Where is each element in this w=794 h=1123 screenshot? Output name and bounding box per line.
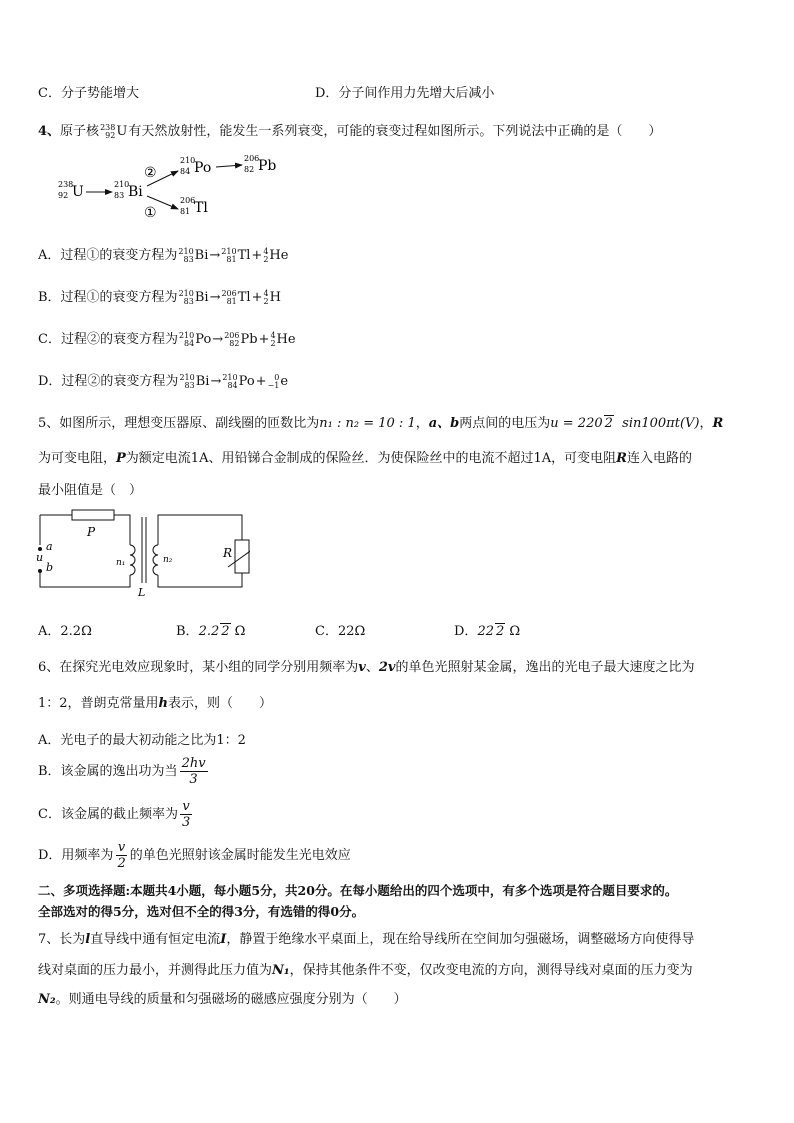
q4-option-d: D．过程②的衰变方程为 210 83 Bi → 210 84 Po + 0 −1 e bbox=[38, 372, 289, 390]
u-z: 92 bbox=[58, 191, 69, 200]
q6-option-b: B．该金属的逸出功为当 $\frac{2hv}{3}$ bbox=[38, 756, 206, 787]
pb-symbol: Pb bbox=[258, 158, 277, 174]
u-mass: 238 bbox=[58, 180, 74, 189]
q4-option-b: B．过程①的衰变方程为 210 83 Bi → 206 81 Tl + 4 2 H bbox=[38, 288, 281, 306]
po-mass: 210 bbox=[180, 156, 196, 165]
tl-mass: 206 bbox=[180, 196, 196, 205]
q6-stem-line-2: 1：2，普朗克常量用h表示，则（ ） bbox=[38, 696, 273, 711]
fuse-p bbox=[72, 510, 114, 520]
q7-stem-line-2: 线对桌面的压力最小，并测得此压力值为N₁，保持其他条件不变，仅改变电流的方向，测得导线对桌面的压力变为 bbox=[38, 963, 693, 978]
q5-option-a: A．2.2Ω bbox=[38, 624, 92, 639]
q6-option-a: A．光电子的最大初动能之比为1：2 bbox=[38, 733, 246, 748]
label-u: u bbox=[36, 551, 44, 564]
q3-option-d: D．分子间作用力先增大后减小 bbox=[315, 86, 495, 101]
q4-stem bbox=[38, 120, 661, 140]
section-2-heading-line-2: 全部选对的得5分，选对但不全的得3分，有选错的得0分。 bbox=[38, 904, 365, 919]
question-number: 4、 bbox=[38, 124, 61, 139]
label-r: R bbox=[223, 546, 233, 560]
q3-option-c: C．分子势能增大 bbox=[38, 86, 139, 101]
decay-diagram bbox=[50, 150, 290, 228]
label-n1: n₁ bbox=[116, 558, 126, 568]
u-symbol: U bbox=[72, 184, 84, 200]
q5-option-c: C．22Ω bbox=[315, 624, 366, 639]
terminal-b bbox=[38, 569, 42, 573]
po-z: 84 bbox=[180, 167, 191, 176]
q7-stem-line-1: 7、长为l直导线中通有恒定电流I，静置于绝缘水平桌面上，现在给导线所在空间加匀强磁场，调整磁场方向使得导 bbox=[38, 932, 695, 947]
section-2-heading: 二、多项选择题:本题共4小题，每小题5分，共20分。在每小题给出的四个选项中，有多个选项是符合题目要求的。 bbox=[38, 883, 678, 898]
tl-symbol: Tl bbox=[194, 200, 208, 216]
secondary-coil bbox=[153, 545, 158, 575]
path-2-label: ② bbox=[144, 165, 157, 181]
q7-stem-line-3: N₂。则通电导线的质量和匀强磁场的磁感应强度分别为（ ） bbox=[38, 992, 407, 1007]
label-p: P bbox=[87, 525, 96, 539]
q4-stem-text-a: 原子核 bbox=[60, 124, 100, 139]
label-l: L bbox=[138, 586, 146, 599]
tl-z: 81 bbox=[180, 207, 191, 216]
primary-coil bbox=[130, 545, 135, 575]
q5-stem-line-1: 5、如图所示，理想变压器原、副线圈的匝数比为n₁ : n₂ = 10 : 1，a、b两点间的电压为u = 220 2 sin100πt(V)，R bbox=[38, 416, 724, 431]
pb-z: 82 bbox=[244, 165, 255, 174]
pb-mass: 206 bbox=[244, 154, 260, 163]
q4-option-a: A．过程①的衰变方程为 210 83 Bi → 210 81 Tl + 4 2 He bbox=[38, 246, 289, 264]
q6-option-c: C．该金属的截止频率为 $\frac{v}{3}$ bbox=[38, 799, 191, 830]
q4-option-c: C．过程②的衰变方程为 210 84 Po → 206 82 Pb + 4 2 He bbox=[38, 330, 296, 348]
q5-option-b: B．2.2 2 Ω bbox=[176, 624, 246, 639]
q5-stem-line-2: 为可变电阻，P为额定电流1A、用铅锑合金制成的保险丝．为使保险丝中的电流不超过1A，可变电阻R连入电路的 bbox=[38, 451, 692, 466]
bi-mass: 210 bbox=[114, 180, 130, 189]
label-n2: n₂ bbox=[163, 555, 173, 565]
q4-stem-text-b: 有天然放射性，能发生一系列衰变，可能的衰变过程如图所示。下列说法中正确的是（ ） bbox=[128, 124, 662, 139]
q5-stem-line-3: 最小阻值是（ ） bbox=[38, 483, 143, 498]
nuclide-u: 238 92 U bbox=[100, 122, 128, 140]
label-a: a bbox=[46, 540, 53, 553]
po-symbol: Po bbox=[194, 160, 212, 176]
q6-option-d: D．用频率为 $\frac{v}{2}$ 的单色光照射该金属时能发生光电效应 bbox=[38, 840, 351, 871]
arrow-po-pb bbox=[216, 165, 242, 167]
path-1-label: ① bbox=[144, 205, 157, 221]
q6-stem-line-1: 6、在探究光电效应现象时，某小组的同学分别用频率为v、2v的单色光照射某金属，逸出的光电子最大速度之比为 bbox=[38, 660, 695, 675]
label-b: b bbox=[46, 561, 54, 574]
q5-option-d: D．22 2 Ω bbox=[454, 624, 521, 639]
bi-symbol: Bi bbox=[128, 184, 143, 200]
transformer-circuit bbox=[30, 505, 250, 600]
bi-z: 83 bbox=[114, 191, 125, 200]
